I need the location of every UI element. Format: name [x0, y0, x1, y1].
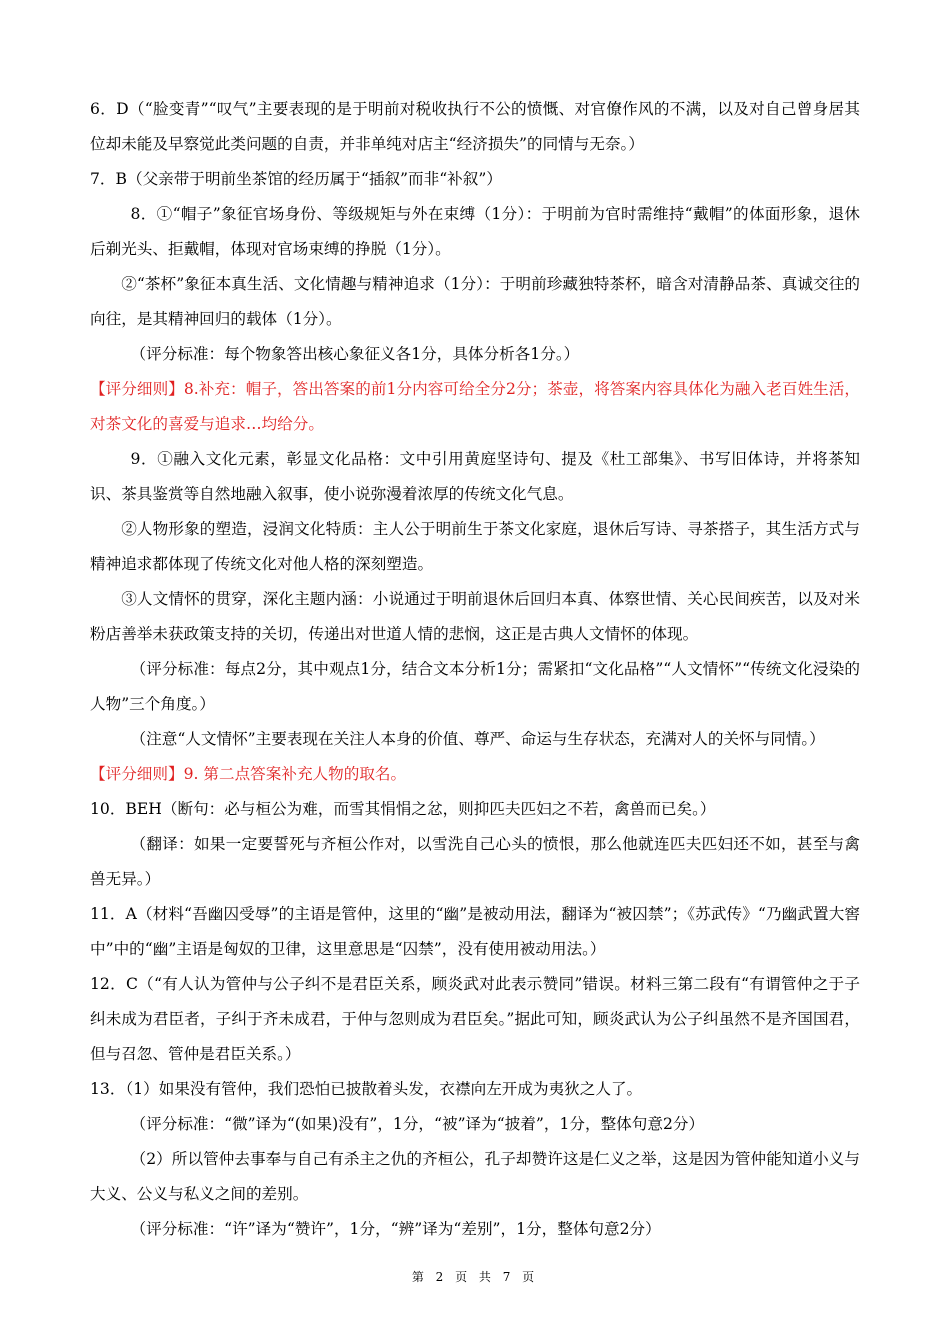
answer-paragraph-a8-std: （评分标准：每个物象答出核心象征义各1分，具体分析各1分。） — [130, 345, 580, 363]
answer-paragraph-a10: 10．BEH（断句：必与桓公为难，而雪其悁悁之忿，则抑匹夫匹妇之不若，禽兽而已矣。） — [90, 800, 716, 818]
answer-paragraph-a9-attn: （注意“人文情怀”主要表现在关注人本身的价值、尊严、命运与生存状态，充满对人的关怀与同情。） — [130, 730, 825, 748]
answer-paragraph-a13-1s: （评分标准：“微”译为“(如果)没有”，1分，“被”译为“披着”，1分，整体句意2分） — [130, 1115, 705, 1133]
answer-paragraph-a9-2: ②人物形象的塑造，浸润文化特质：主人公于明前生于茶文化家庭，退休后写诗、寻茶搭子，其生活方式与精神追求都体现了传统文化对他人格的深刻塑造。 — [90, 520, 860, 573]
answer-paragraph-a11: 11．A（材料“吾幽囚受辱”的主语是管仲，这里的“幽”是被动用法，翻译为“被囚禁”；《苏武传》“乃幽武置大窖中”中的“幽”主语是匈奴的卫律，这里意思是“囚禁”，没有使用被动用法。） — [90, 905, 860, 958]
page-footer: 第 2 页 共 7 页 — [411, 1270, 539, 1284]
answer-paragraph-a8-note: 【评分细则】8.补充：帽子，答出答案的前1分内容可给全分2分；茶壶，将答案内容具体化为融入老百姓生活，对茶文化的喜爱与追求…均给分。 — [90, 380, 860, 433]
answer-paragraph-a13-2s: （评分标准：“许”译为“赞许”，1分，“辨”译为“差别”，1分，整体句意2分） — [130, 1220, 661, 1238]
answer-paragraph-a13-1: 13．（1）如果没有管仲，我们恐怕已披散着头发，衣襟向左开成为夷狄之人了。 — [90, 1080, 643, 1098]
answer-paragraph-a12: 12．C（“有人认为管仲与公子纠不是君臣关系，顾炎武对此表示赞同”错误。材料三第二段有“有谓管仲之于子纠未成为君臣者，子纠于齐未成君，于仲与忽则成为君臣矣。”据此可知，顾炎武认为公子纠虽然不是齐国国君，但与召忽、管仲是君臣关系。） — [90, 975, 860, 1063]
answer-paragraph-a7: 7．B（父亲带于明前坐茶馆的经历属于“插叙”而非“补叙”） — [90, 170, 502, 188]
answer-paragraph-a10-tr: （翻译：如果一定要誓死与齐桓公作对，以雪洗自己心头的愤恨，那么他就连匹夫匹妇还不如，甚至与禽兽无异。） — [90, 835, 860, 888]
answer-paragraph-a6: 6．D（“脸变青”“叹气”主要表现的是于明前对税收执行不公的愤慨、对官僚作风的不满，以及对自己曾身居其位却未能及早察觉此类问题的自责，并非单纯对店主“经济损失”的同情与无奈。） — [90, 100, 860, 153]
answer-paragraph-a9-note: 【评分细则】9. 第二点答案补充人物的取名。 — [90, 765, 407, 783]
answer-paragraph-a9-1: 9．①融入文化元素，彰显文化品格：文中引用黄庭坚诗句、提及《杜工部集》、书写旧体诗，并将茶知识、茶具鉴赏等自然地融入叙事，使小说弥漫着浓厚的传统文化气息。 — [90, 450, 860, 503]
answer-paragraph-a9-std: （评分标准：每点2分，其中观点1分，结合文本分析1分；需紧扣“文化品格”“人文情怀”“传统文化浸染的人物”三个角度。） — [90, 660, 860, 713]
answer-content — [90, 92, 860, 1247]
answer-paragraph-a9-3: ③人文情怀的贯穿，深化主题内涵：小说通过于明前退休后回归本真、体察世情、关心民间疾苦，以及对米粉店善举未获政策支持的关切，传递出对世道人情的悲悯，这正是古典人文情怀的体现。 — [90, 590, 860, 643]
answer-paragraph-a8-2: ②“茶杯”象征本真生活、文化情趣与精神追求（1分）：于明前珍藏独特茶杯，暗含对清静品茶、真诚交往的向往，是其精神回归的载体（1分）。 — [90, 275, 860, 328]
answer-paragraph-a8-1: 8．①“帽子”象征官场身份、等级规矩与外在束缚（1分）：于明前为官时需维持“戴帽”的体面形象，退休后剃光头、拒戴帽，体现对官场束缚的挣脱（1分）。 — [90, 205, 860, 258]
answer-paragraph-a13-2: （2）所以管仲去事奉与自己有杀主之仇的齐桓公，孔子却赞许这是仁义之举，这是因为管仲能知道小义与大义、公义与私义之间的差别。 — [90, 1150, 861, 1203]
